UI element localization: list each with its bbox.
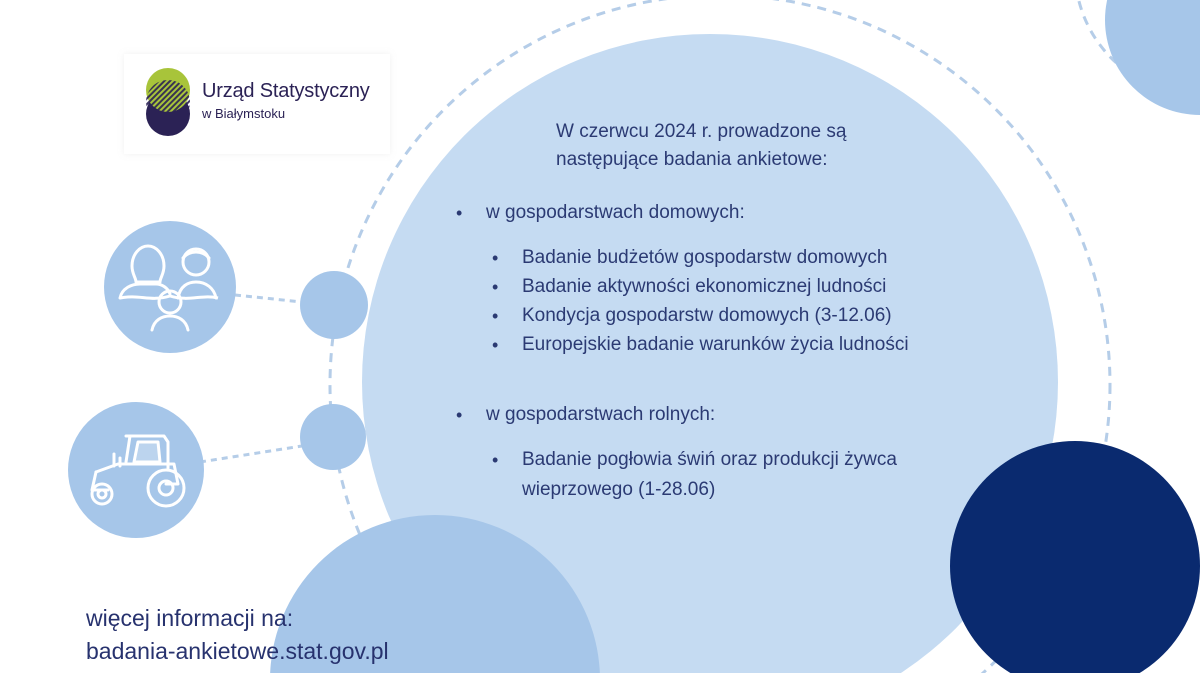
bullet-section-1: •: [456, 203, 463, 223]
node-family: [300, 271, 368, 339]
bullet-item: •: [492, 248, 499, 268]
bullet-item: •: [492, 277, 499, 297]
section-2-label: w gospodarstwach rolnych:: [486, 404, 716, 425]
connector-family: [235, 295, 302, 302]
bullet-item: •: [492, 306, 499, 326]
list-item-continuation: wieprzowego (1-28.06): [522, 479, 716, 500]
intro-line-2: następujące badania ankietowe:: [556, 149, 828, 170]
list-item: Badanie aktywności ekonomicznej ludności: [522, 276, 887, 297]
tractor-icon: [78, 428, 194, 514]
bullet-item: •: [492, 335, 499, 355]
footer-info-label: więcej informacji na:: [86, 605, 294, 631]
bullet-item: •: [492, 450, 499, 470]
intro-text: [556, 118, 936, 174]
node-tractor: [300, 404, 366, 470]
list-item: Badanie pogłowia świń oraz produkcji żywca: [522, 449, 897, 470]
intro-line-1: W czerwcu 2024 r. prowadzone są: [556, 121, 847, 142]
connector-tractor: [200, 446, 302, 462]
logo-subtitle: w Białymstoku: [202, 106, 286, 121]
family-icon: [110, 236, 230, 340]
list-item: Kondycja gospodarstw domowych (3-12.06): [522, 305, 892, 326]
circle-top-right: [1105, 0, 1200, 115]
list-item: Europejskie badanie warunków życia ludności: [522, 334, 909, 355]
bullet-section-2: •: [456, 405, 463, 425]
section-1-label: w gospodarstwach domowych:: [486, 202, 745, 223]
logo-mark-icon: [144, 66, 192, 138]
logo: [124, 54, 390, 154]
footer-link[interactable]: badania-ankietowe.stat.gov.pl: [86, 638, 389, 664]
logo-title: Urząd Statystyczny: [202, 80, 370, 102]
list-item: Badanie budżetów gospodarstw domowych: [522, 247, 888, 268]
